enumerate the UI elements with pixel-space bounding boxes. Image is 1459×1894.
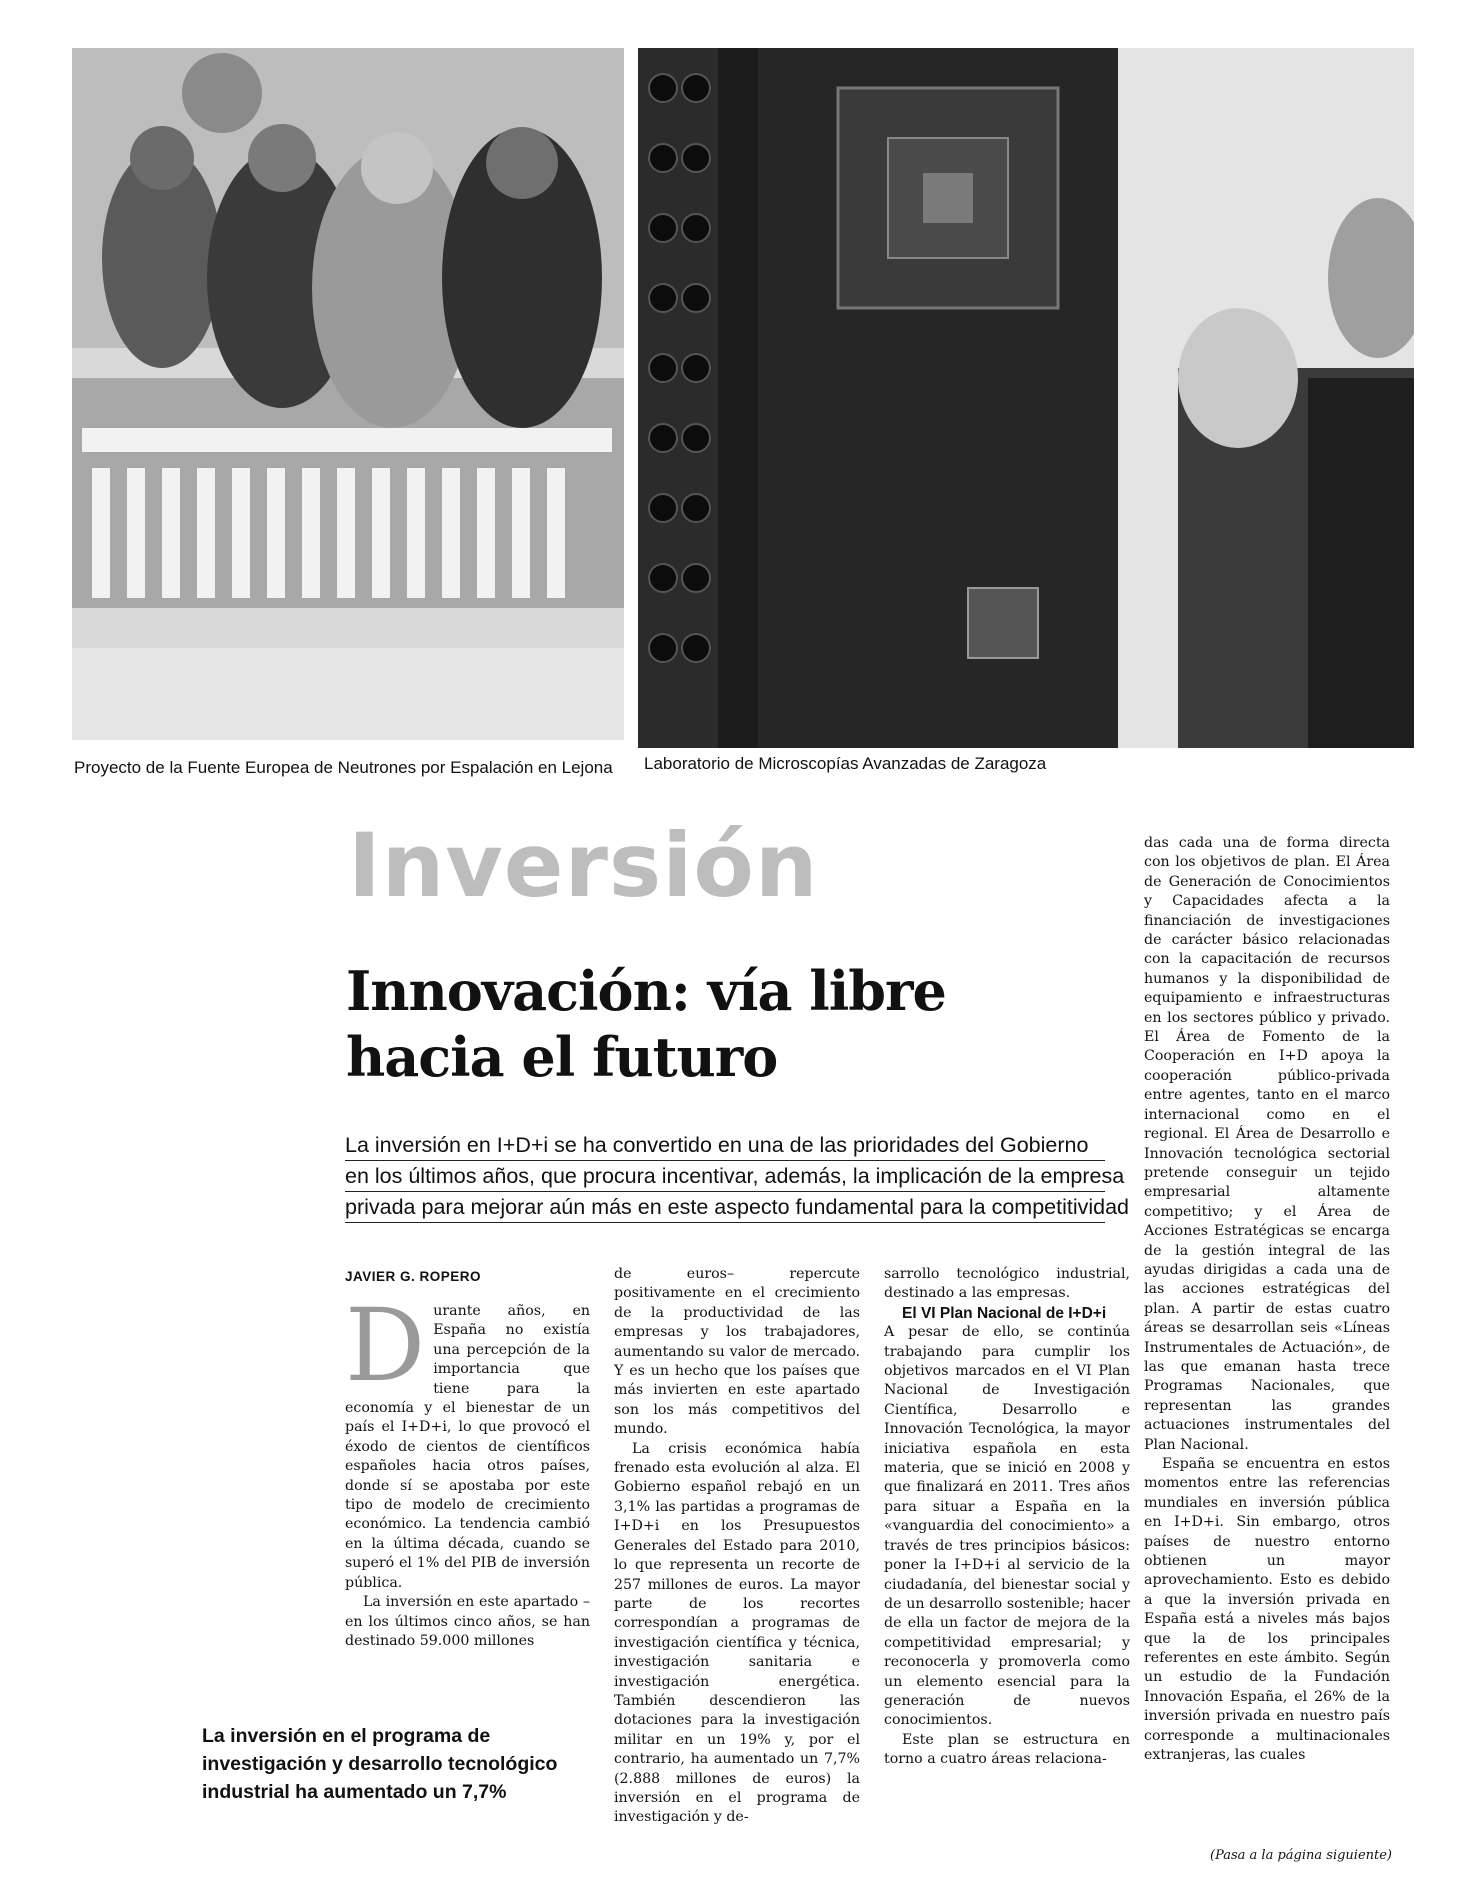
photo-microscopy-lab [638, 48, 1414, 748]
photo-left-illustration [72, 48, 624, 740]
body-paragraph: das cada una de forma directa con los objetivos de plan. El Área de Generación de Conocimientos y Capacidades afecta a la financiación de investigaciones de carácter básico relacionadas con la capacitación de recursos humanos y la disponibilidad de equipamiento e infraestructuras en los sectores público y privado. El Área de Fomento de la Cooperación en I+D apoya la cooperación público-privada entre agentes, tanto en el marco internacional como en el regional. El Área de Desarrollo e Innovación tecnológica sectorial pretende conseguir un tejido empresarial altamente competitivo; y el Área de Acciones Estratégicas se encarga de la gestión integral de las ayudas dirigidas a cada una de las acciones estratégicas del plan. A partir de estas cuatro áreas se desarrollan seis «Líneas Instrumentales de Actuación», de las que emanan hasta trece Programas Nacionales, que representan las grandes actuaciones instrumentales del Plan Nacional. [1144, 835, 1390, 1453]
photo-caption-left: Proyecto de la Fuente Europea de Neutrones por Espalación en Lejona [74, 758, 613, 777]
body-text: urante años, en España no existía una percepción de la importancia que tiene para la economía y el bienestar de un país el I+D+i, lo que provocó el éxodo de cientos de científicos españoles hacia otros países, donde sí se apostaba por este tipo de modelo de crecimiento económico. La tendencia cambió en la última década, cuando se superó el 1% del PIB de inversión pública. [345, 1303, 590, 1591]
photo-neutron-source-model [72, 48, 624, 740]
body-column-4 [1144, 834, 1390, 1766]
body-paragraph: de euros– repercute positivamente en el crecimiento de la productividad de las empresas y los trabajadores, aumentando su valor de mercado. Y es un hecho que los países que más invierten en este apartado son los más competitivos del mundo. [614, 1266, 860, 1438]
section-title: Inversión [348, 814, 819, 917]
body-paragraph [345, 1287, 590, 1593]
body-paragraph: sarrollo tecnológico industrial, destinado a las empresas. [884, 1266, 1130, 1302]
drop-cap: D [345, 1287, 426, 1404]
body-paragraph: España se encuentra en estos momentos entre las referencias mundiales en inversión pública en I+D+i. Sin embargo, otros países de nuestro entorno obtienen un mayor aprovechamiento. Esto es debido a que la inversión privada en España está a niveles más bajos que la de los principales referentes en este ámbito. Según un estudio de la Fundación Innovación España, el 26% de la inversión privada en nuestro país corresponde a multinacionales extranjeras, las cuales [1144, 1456, 1390, 1764]
photo-caption-right: Laboratorio de Microscopías Avanzadas de Zaragoza [644, 754, 1047, 773]
headline: Innovación: vía libre hacia el futuro [346, 959, 946, 1089]
standfirst-line: La inversión en I+D+i se ha convertido en una de las prioridades del Gobierno [345, 1130, 1105, 1161]
pull-quote: La inversión en el programa de investigación y desarrollo tecnológico industrial ha aumentado un 7,7% [202, 1725, 558, 1803]
standfirst [345, 1130, 1130, 1223]
byline: JAVIER G. ROPERO [345, 1269, 482, 1284]
body-column-2 [614, 1265, 860, 1828]
body-paragraph: A pesar de ello, se continúa trabajando para cumplir los objetivos marcados en el VI Plan Nacional de Investigación Científica, Desarrollo e Innovación Tecnológica, la mayor iniciativa española en esta materia, que se inició en 2008 y que finalizará en 2011. Tres años para situar a España en la «vanguardia del conocimiento» a través de tres principios básicos: poner la I+D+i al servicio de la ciudadanía, del bienestar social y de un desarrollo sostenible; hacer de ella un factor de mejora de la competitividad empresarial; y reconocerla y promoverla como un elemento esencial para la generación de nuevos conocimientos. [884, 1324, 1130, 1729]
subhead: El VI Plan Nacional de I+D+i [902, 1304, 1107, 1322]
photo-right-illustration [638, 48, 1414, 748]
continued-note: (Pasa a la página siguiente) [1210, 1848, 1393, 1863]
body-paragraph: La inversión en este apartado –en los últimos cinco años, se han destinado 59.000 millones [345, 1594, 590, 1649]
body-column-1 [345, 1287, 590, 1651]
standfirst-line: privada para mejorar aún más en este aspecto fundamental para la competitividad [345, 1192, 1105, 1223]
body-column-3 [884, 1265, 1130, 1770]
body-paragraph: Este plan se estructura en torno a cuatro áreas relaciona- [884, 1731, 1130, 1768]
body-paragraph: La crisis económica había frenado esta evolución al alza. El Gobierno español rebajó en un 3,1% las partidas a programas de I+D+i en los Presupuestos Generales del Estado para 2010, lo que representa un recorte de 257 millones de euros. La mayor parte de los recortes correspondían a programas de investigación científica y técnica, investigación sanitaria e investigación energética. También descendieron las dotaciones para la investigación militar en un 19% y, por el contrario, ha aumentado un 7,7% (2.888 millones de euros) la inversión en el programa de investigación y de- [614, 1440, 860, 1826]
standfirst-line: en los últimos años, que procura incentivar, además, la implicación de la empresa [345, 1161, 1105, 1192]
